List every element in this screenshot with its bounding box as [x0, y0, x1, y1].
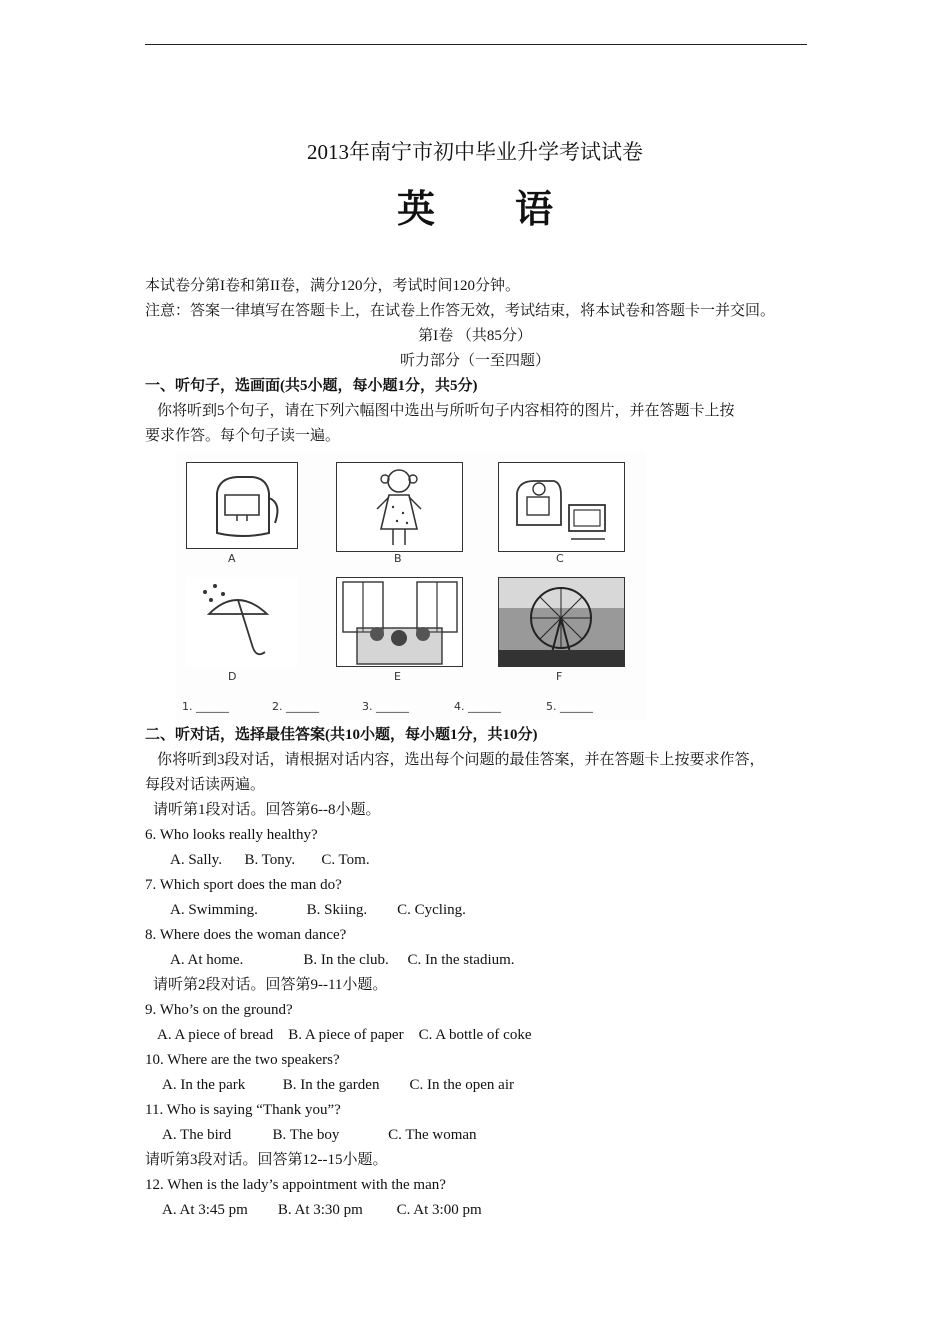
question-10: 10. Where are the two speakers?: [145, 1052, 340, 1068]
section1-instruction-1: 你将听到5个句子，请在下列六幅图中选出与所听句子内容相符的图片，并在答题卡上按: [157, 403, 735, 419]
answer-blank-3[interactable]: 3. ______: [362, 700, 409, 713]
picture-f: [498, 577, 625, 667]
exam-title: 2013年南宁市初中毕业升学考试试卷: [307, 140, 643, 164]
subject-char-1: 英: [396, 187, 435, 231]
answer-blank-5[interactable]: 5. ______: [546, 700, 593, 713]
section1-heading: 一、听句子，选画面(共5小题，每小题1分，共5分): [145, 378, 478, 394]
question-8-options: A. At home. B. In the club. C. In the stadium.: [170, 952, 515, 968]
picture-a: [186, 462, 298, 549]
section2-heading: 二、听对话，选择最佳答案(共10小题，每小题1分，共10分): [145, 727, 538, 743]
question-8: 8. Where does the woman dance?: [145, 927, 347, 943]
picture-label-c: C: [556, 552, 564, 565]
picture-label-a: A: [228, 552, 236, 565]
picture-grid: [176, 452, 646, 720]
umbrella-rain-icon: [187, 578, 297, 666]
picture-label-f: F: [556, 670, 563, 683]
section1-instruction-2: 要求作答。每个句子读一遍。: [145, 428, 341, 444]
answer-blank-4[interactable]: 4. ______: [454, 700, 501, 713]
question-9: 9. Who’s on the ground?: [145, 1002, 293, 1018]
intro-line-2: 注意：答案一律填写在答题卡上，在试卷上作答无效，考试结束，将本试卷和答题卡一并交回。: [145, 303, 776, 319]
dialog-1-intro: 请听第1段对话。回答第6--8小题。: [153, 802, 381, 818]
picture-e: [336, 577, 463, 667]
question-10-options: A. In the park B. In the garden C. In the open air: [162, 1077, 514, 1093]
answer-blank-1[interactable]: 1. ______: [182, 700, 229, 713]
armchair-tv-icon: [499, 463, 624, 551]
subject-title: [0, 178, 950, 233]
picture-b: [336, 462, 463, 552]
dialog-2-intro: 请听第2段对话。回答第9--11小题。: [153, 977, 388, 993]
intro-line-1: 本试卷分第I卷和第II卷，满分120分，考试时间120分钟。: [145, 278, 520, 294]
question-12: 12. When is the lady’s appointment with the man?: [145, 1177, 446, 1193]
section-title: 听力部分（一至四题）: [399, 353, 550, 369]
picture-c: [498, 462, 625, 552]
question-9-options: A. A piece of bread B. A piece of paper C. A bottle of coke: [157, 1027, 532, 1043]
girl-icon: [337, 463, 462, 551]
backpack-icon: [187, 463, 297, 548]
section2-instruction-1: 你将听到3段对话，请根据对话内容，选出每个问题的最佳答案，并在答题卡上按要求作答，: [157, 752, 765, 768]
section2-instruction-2: 每段对话读两遍。: [145, 777, 266, 793]
picture-label-d: D: [228, 670, 237, 683]
header-rule: [145, 44, 807, 45]
dialog-3-intro: 请听第3段对话。回答第12--15小题。: [145, 1152, 388, 1168]
question-11-options: A. The bird B. The boy C. The woman: [162, 1127, 477, 1143]
question-6: 6. Who looks really healthy?: [145, 827, 318, 843]
question-7: 7. Which sport does the man do?: [145, 877, 342, 893]
ferris-wheel-icon: [499, 578, 624, 666]
question-11: 11. Who is saying “Thank you”?: [145, 1102, 341, 1118]
question-12-options: A. At 3:45 pm B. At 3:30 pm C. At 3:00 pm: [162, 1202, 482, 1218]
window-plants-icon: [337, 578, 462, 666]
picture-d: [186, 577, 298, 667]
part-title: 第I卷 （共85分）: [418, 328, 532, 344]
picture-label-e: E: [394, 670, 401, 683]
picture-label-b: B: [394, 552, 402, 565]
subject-char-2: 语: [515, 187, 554, 231]
question-6-options: A. Sally. B. Tony. C. Tom.: [170, 852, 370, 868]
answer-blank-2[interactable]: 2. ______: [272, 700, 319, 713]
question-7-options: A. Swimming. B. Skiing. C. Cycling.: [170, 902, 466, 918]
